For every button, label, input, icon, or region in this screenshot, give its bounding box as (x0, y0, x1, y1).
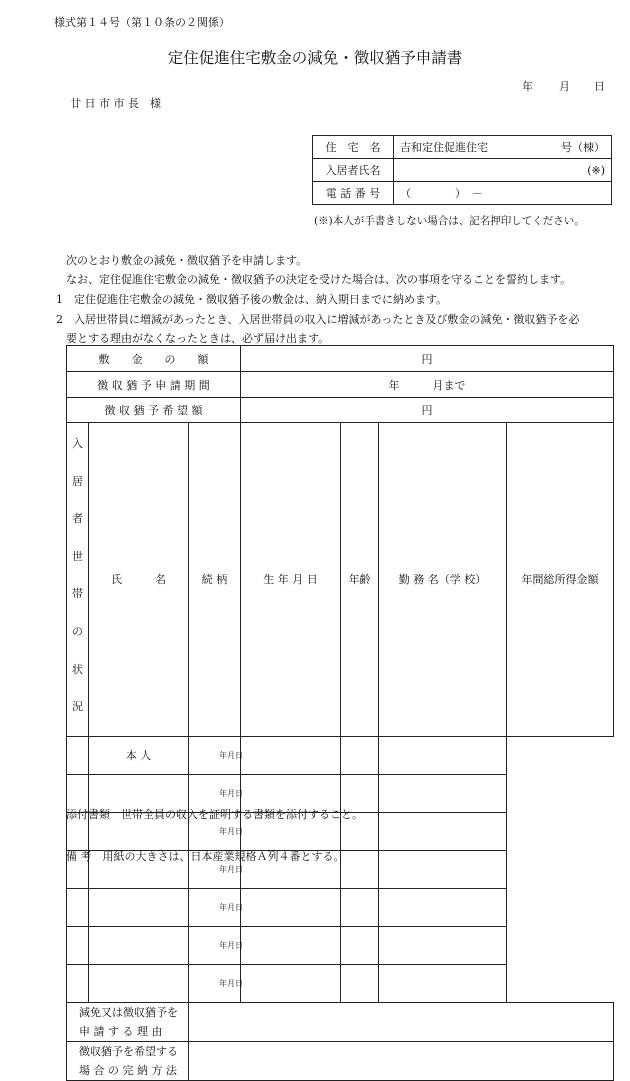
side-char: 況 (72, 700, 83, 714)
workplace-cell[interactable] (341, 850, 379, 888)
household-member-rows (67, 736, 614, 1002)
birth-year-label: 年 (219, 940, 227, 950)
resident-name-field[interactable] (394, 159, 612, 182)
pledge-statement: なお、定住促進住宅敷金の減免・徴収猶予の決定を受けた場合は、次の事項を守ることを誓約します。 (66, 273, 572, 286)
side-char: 入 (72, 437, 83, 450)
birth-month-label: 月 (227, 902, 235, 912)
birth-year-label: 年 (219, 978, 227, 988)
birth-year-label: 年 (219, 902, 227, 912)
reason-label-line1: 減免又は徴収猶予を (79, 1005, 178, 1019)
reason-label (67, 1002, 189, 1041)
signature-mark: (※) (587, 163, 605, 177)
pledge-item-2-line1: 2 入居世帯員に増減があったとき、入居世帯員の収入に増減があったとき及び敷金の減免・徴収猶予を必 (56, 313, 580, 326)
form-number: 様式第１４号（第１０条の２関係） (54, 16, 230, 29)
household-member-row (67, 964, 614, 1002)
remark-note: 備 考 用紙の大きさは、日本産業規格Ａ列４番とする。 (66, 850, 345, 863)
date-year-label: 年 (522, 80, 533, 93)
birthdate-cell[interactable] (189, 964, 241, 1002)
period-label: 徴 収 猶 予 申 請 期 間 (67, 372, 241, 398)
relation-cell[interactable] (89, 964, 189, 1002)
page-title: 定住促進住宅敷金の減免・徴収猶予申請書 (167, 49, 463, 67)
method-row (67, 1041, 614, 1080)
side-char: 世 (72, 549, 83, 563)
birth-year-label: 年 (219, 826, 227, 836)
amount-row (67, 398, 614, 423)
member-name-cell[interactable] (67, 964, 89, 1002)
age-column-header: 年齢 (341, 423, 379, 737)
household-member-row (67, 926, 614, 964)
workplace-column-header: 勤 務 名（学 校） (379, 423, 507, 737)
member-name-cell[interactable] (67, 926, 89, 964)
date-month-label: 月 (559, 80, 570, 93)
request-statement: 次のとおり敷金の減免・徴収猶予を申請します。 (66, 254, 308, 267)
age-cell[interactable] (241, 964, 341, 1002)
pledge-item-2-line2: 要とする理由がなくなったときは、必ず届け出ます。 (66, 332, 330, 345)
household-member-row (67, 736, 614, 774)
house-name-value: 吉和定住促進住宅 (400, 141, 488, 154)
addressee: 廿 日 市 市 長 様 (70, 97, 161, 110)
workplace-cell[interactable] (341, 736, 379, 774)
relation-column-header: 続 柄 (189, 423, 241, 737)
applicant-row-house (313, 136, 612, 159)
pledge-item-1: 1 定住促進住宅敷金の減免・徴収猶予後の敷金は、納入期日までに納めます。 (56, 293, 448, 306)
method-label-line1: 徴収猶予を希望する (79, 1044, 178, 1058)
period-field[interactable] (241, 372, 614, 398)
resident-name-label: 入居者氏名 (313, 159, 394, 182)
household-member-row (67, 888, 614, 926)
birth-day-label: 日 (235, 902, 243, 912)
age-cell[interactable] (241, 888, 341, 926)
desired-amount-field[interactable] (241, 398, 614, 423)
side-char: 居 (72, 474, 83, 488)
birth-day-label: 日 (235, 978, 243, 988)
workplace-cell[interactable] (341, 926, 379, 964)
income-cell[interactable] (379, 736, 507, 774)
phone-value: （ ） － (400, 187, 483, 200)
birthdate-column-header: 生 年 月 日 (241, 423, 341, 737)
name-column-header: 氏 名 (89, 423, 189, 737)
birthdate-cell[interactable] (189, 926, 241, 964)
birth-year-label: 年 (219, 750, 227, 760)
member-name-cell[interactable] (67, 888, 89, 926)
birth-month-label: 月 (227, 978, 235, 988)
age-cell[interactable] (241, 926, 341, 964)
birth-month-label: 月 (227, 940, 235, 950)
period-row (67, 372, 614, 398)
birth-day-label: 日 (235, 788, 243, 798)
household-header-row (67, 423, 614, 737)
side-char: 帯 (72, 587, 83, 601)
income-cell[interactable] (379, 926, 507, 964)
relation-cell[interactable] (89, 926, 189, 964)
birth-year-label: 年 (219, 788, 227, 798)
member-name-cell[interactable] (67, 736, 89, 774)
age-cell[interactable] (241, 736, 341, 774)
income-cell[interactable] (379, 888, 507, 926)
relation-cell[interactable] (89, 736, 189, 774)
method-label (67, 1041, 189, 1080)
income-cell[interactable] (379, 850, 507, 888)
birth-day-label: 日 (235, 750, 243, 760)
period-value: 年 月まで (388, 378, 466, 392)
signature-note: (※)本人が手書きしない場合は、記名押印してください。 (314, 215, 585, 227)
reason-field[interactable] (189, 1002, 614, 1041)
workplace-cell[interactable] (341, 964, 379, 1002)
birth-month-label: 月 (227, 750, 235, 760)
birth-month-label: 月 (227, 788, 235, 798)
house-name-field[interactable] (394, 136, 612, 159)
birth-month-label: 月 (227, 864, 235, 874)
side-char: の (72, 624, 83, 638)
household-side-label (67, 423, 89, 737)
phone-field[interactable] (394, 182, 612, 205)
birth-year-label: 年 (219, 864, 227, 874)
side-char: 状 (72, 662, 83, 676)
desired-amount-label: 徴 収 猶 予 希 望 額 (67, 398, 241, 423)
applicant-row-phone (313, 182, 612, 205)
phone-label: 電 話 番 号 (313, 182, 394, 205)
income-cell[interactable] (379, 964, 507, 1002)
house-number-suffix: 号（棟） (561, 141, 605, 154)
deposit-row (67, 346, 614, 372)
income-column-header: 年間総所得金額 (507, 423, 614, 737)
birthdate-cell[interactable] (189, 736, 241, 774)
relation-self: 本 人 (125, 749, 152, 763)
reason-row (67, 1002, 614, 1041)
method-field[interactable] (189, 1041, 614, 1080)
reason-label-line2: 申 請 す る 理 由 (79, 1024, 163, 1038)
side-char: 者 (72, 512, 83, 526)
income-cell[interactable] (379, 812, 507, 850)
income-cell[interactable] (379, 774, 507, 812)
birthdate-cell[interactable] (189, 888, 241, 926)
date-day-label: 日 (594, 80, 605, 93)
deposit-label: 敷 金 の 額 (67, 346, 241, 372)
applicant-info-table (312, 135, 612, 205)
applicant-row-name (313, 159, 612, 182)
deposit-amount-field[interactable] (241, 346, 614, 372)
birth-day-label: 日 (235, 864, 243, 874)
house-name-label: 住 宅 名 (313, 136, 394, 159)
relation-cell[interactable] (89, 888, 189, 926)
desired-amount-unit: 円 (421, 404, 433, 417)
deposit-unit: 円 (421, 352, 433, 366)
birth-day-label: 日 (235, 826, 243, 836)
workplace-cell[interactable] (341, 888, 379, 926)
method-label-line2: 場 合 の 完 納 方 法 (79, 1063, 177, 1077)
attachment-note: 添付書類 世帯全員の収入を証明する書類を添付すること。 (66, 808, 363, 821)
application-table (66, 345, 614, 1081)
birth-day-label: 日 (235, 940, 243, 950)
birth-month-label: 月 (227, 826, 235, 836)
